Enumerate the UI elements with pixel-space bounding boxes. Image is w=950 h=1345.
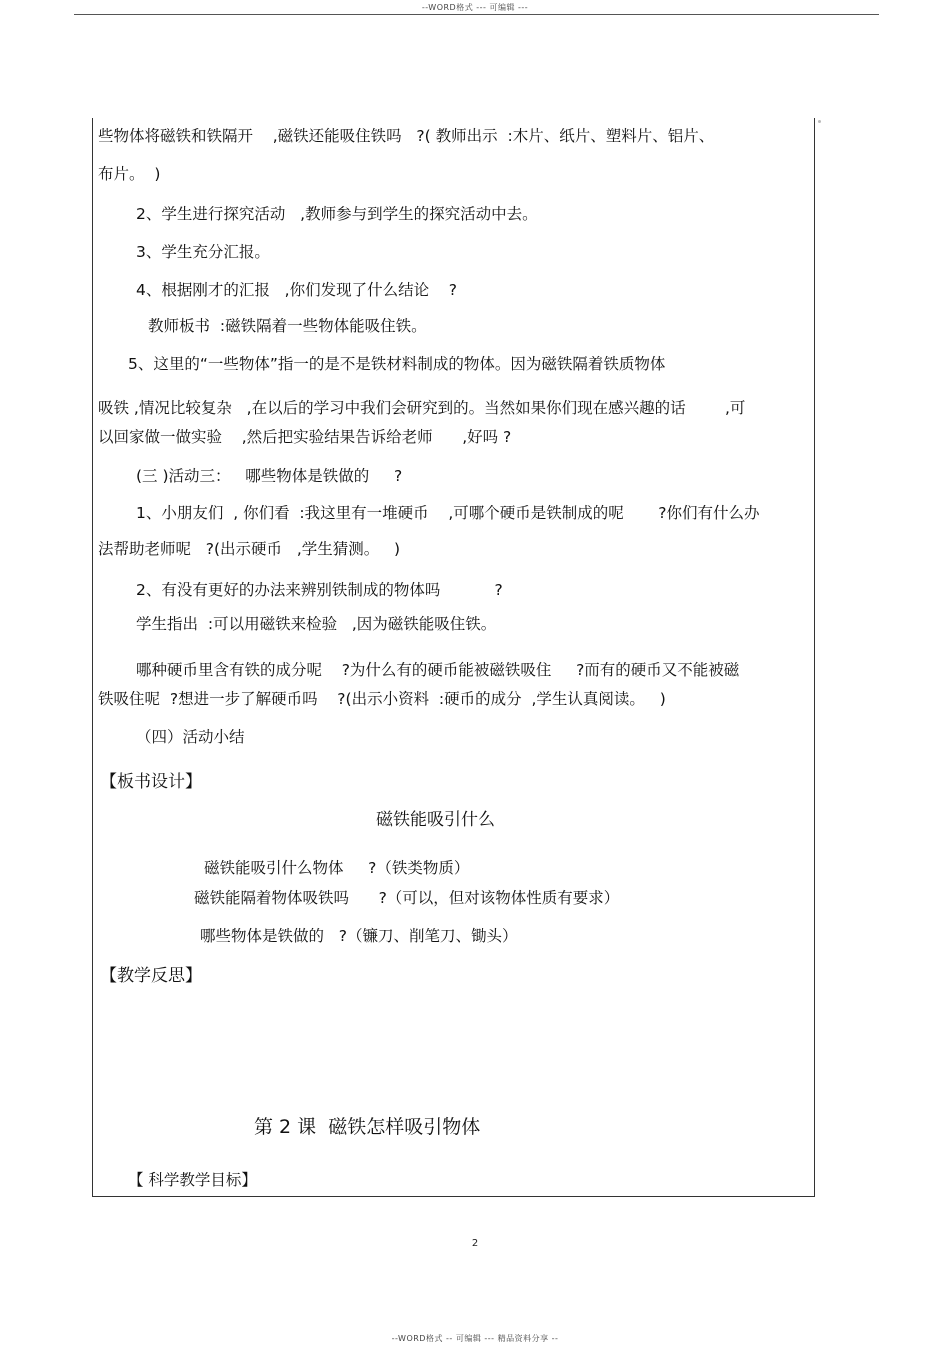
body-line-4: 3、学生充分汇报。 [136, 243, 270, 261]
body-line-1: 些物体将磁铁和铁隔开 ,磁铁还能吸住铁吗 ?( 教师出示 :木片、纸片、塑料片、铝片、 [98, 127, 715, 145]
section-heading-objectives: 【 科学教学目标】 [128, 1171, 257, 1189]
body-line-5: 4、根据刚才的汇报 ,你们发现了什么结论 ? [136, 281, 458, 299]
body-line-11: 1、小朋友们 , 你们看 :我这里有一堆硬币 ,可哪个硬币是铁制成的呢 ?你们有什么办 [136, 504, 760, 522]
corner-mark [818, 120, 821, 123]
body-line-2: 布片。 ) [98, 165, 161, 183]
page-footer-text: --WORD格式 -- 可编辑 --- 精品资料分享 -- [391, 1334, 559, 1343]
body-line-14: 学生指出 :可以用磁铁来检验 ,因为磁铁能吸住铁。 [136, 615, 497, 633]
page-number: 2 [471, 1238, 479, 1249]
lesson-title: 第 2 课 磁铁怎样吸引物体 [254, 1116, 481, 1138]
board-line-3: 哪些物体是铁做的 ?（镰刀、削笔刀、锄头） [200, 927, 518, 945]
body-line-10: (三 )活动三： 哪些物体是铁做的 ? [136, 467, 403, 485]
body-line-8: 吸铁 ,情况比较复杂 ,在以后的学习中我们会研究到的。当然如果你们现在感兴趣的话 ,可 [98, 399, 746, 417]
body-line-3: 2、学生进行探究活动 ,教师参与到学生的探究活动中去。 [136, 205, 538, 223]
body-line-17: （四）活动小结 [136, 728, 245, 746]
body-line-12: 法帮助老师呢 ?(出示硬币 ,学生猜测。 ) [98, 540, 401, 558]
section-heading-board-design: 【板书设计】 [100, 772, 202, 792]
body-line-16: 铁吸住呢 ?想进一步了解硬币吗 ?(出示小资料 :硬币的成分 ,学生认真阅读。 ) [98, 690, 666, 708]
body-line-13: 2、有没有更好的办法来辨别铁制成的物体吗 ? [136, 581, 503, 599]
board-title: 磁铁能吸引什么 [376, 810, 495, 830]
section-heading-reflection: 【教学反思】 [100, 966, 202, 986]
header-rule [74, 14, 879, 15]
body-line-15: 哪种硬币里含有铁的成分呢 ?为什么有的硬币能被磁铁吸住 ?而有的硬币又不能被磁 [136, 661, 740, 679]
board-line-1: 磁铁能吸引什么物体 ?（铁类物质） [204, 859, 470, 877]
body-line-7: 5、这里的“一些物体”指一的是不是铁材料制成的物体。因为磁铁隔着铁质物体 [128, 355, 666, 373]
body-line-6: 教师板书 :磁铁隔着一些物体能吸住铁。 [148, 317, 427, 335]
body-line-9: 以回家做一做实验 ,然后把实验结果告诉给老师 ,好吗 ? [98, 428, 512, 446]
board-line-2: 磁铁能隔着物体吸铁吗 ?（可以，但对该物体性质有要求） [194, 889, 620, 907]
page-header-text: --WORD格式 --- 可编辑 --- [421, 3, 529, 12]
